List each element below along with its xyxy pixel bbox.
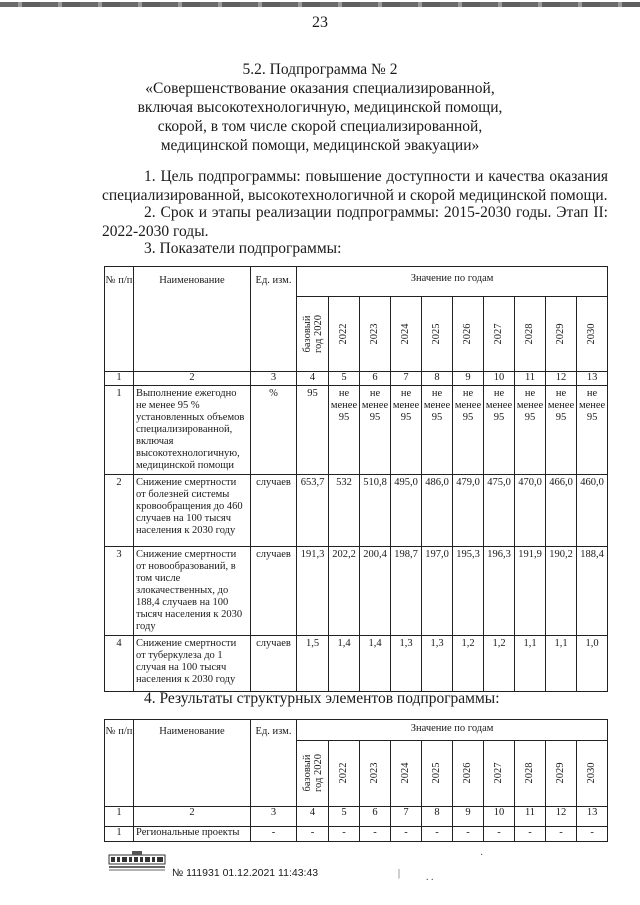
- row-value: 191,9: [515, 547, 546, 636]
- column-number: 10: [484, 807, 515, 827]
- year-header: [453, 297, 484, 372]
- heading-line-1: 5.2. Подпрограмма № 2: [242, 61, 398, 78]
- row-value: не менее 95: [422, 386, 453, 475]
- row-value: 532: [329, 475, 360, 547]
- row-value: 1,4: [360, 636, 391, 692]
- row-value: -: [577, 827, 608, 842]
- row-value: 1,2: [484, 636, 515, 692]
- year-label: 2024: [400, 762, 411, 784]
- heading-line-4: скорой, в том числе скорой специализированной,: [157, 118, 483, 135]
- column-number: 11: [515, 807, 546, 827]
- results-heading: 4. Результаты структурных элементов подпрограммы:: [144, 690, 500, 707]
- column-number: 7: [391, 372, 422, 386]
- year-header: [546, 740, 577, 806]
- year-label: 2030: [586, 323, 598, 345]
- row-value: не менее 95: [515, 386, 546, 475]
- year-label: 2029: [555, 762, 566, 784]
- col-num-header: № п/п: [105, 267, 134, 372]
- row-value: 196,3: [484, 547, 515, 636]
- row-name: Снижение смертности от болезней системы кровообращения до 460 случаев на 100 тысяч населения к 2030 году: [134, 475, 251, 547]
- year-header: [391, 740, 422, 806]
- year-header: [360, 297, 391, 372]
- row-value: 1,4: [329, 636, 360, 692]
- column-number: 5: [329, 807, 360, 827]
- row-value: -: [546, 827, 577, 842]
- row-value: 1,2: [453, 636, 484, 692]
- column-number: 2: [134, 807, 251, 827]
- row-value: 1,5: [297, 636, 329, 692]
- year-header: [422, 297, 453, 372]
- column-number: 3: [251, 807, 297, 827]
- column-number: 12: [546, 807, 577, 827]
- year-header-base: [297, 297, 329, 372]
- column-number: 2: [134, 372, 251, 386]
- row-value: -: [484, 827, 515, 842]
- table-row: [105, 547, 608, 636]
- column-number: 4: [297, 372, 329, 386]
- table-row: [105, 475, 608, 547]
- values-by-year-header: Значение по годам: [297, 720, 608, 741]
- document-id-footer: № 111931 01.12.2021 11:43:43: [172, 867, 319, 879]
- column-number: 1: [105, 807, 134, 827]
- row-value: -: [360, 827, 391, 842]
- row-value: 1,1: [546, 636, 577, 692]
- row-value: 479,0: [453, 475, 484, 547]
- table-row: [105, 386, 608, 475]
- scan-speck: . .: [426, 872, 434, 883]
- column-number: 4: [297, 807, 329, 827]
- scan-speck: |: [398, 868, 401, 879]
- row-number: 3: [105, 547, 134, 636]
- year-header: [329, 297, 360, 372]
- goal-paragraph: 1. Цель подпрограммы: повышение доступности и качества оказания специализированной, высокотехнологичной и скорой медицинской помощи.: [102, 168, 608, 204]
- year-label: 2027: [493, 762, 504, 784]
- row-name: Региональные проекты: [134, 827, 251, 842]
- year-label: 2025: [431, 323, 442, 345]
- row-value: 198,7: [391, 547, 422, 636]
- row-number: 4: [105, 636, 134, 692]
- column-number: 9: [453, 372, 484, 386]
- heading-line-5: медицинской помощи, медицинской эвакуации»: [160, 137, 480, 154]
- year-header: [360, 740, 391, 806]
- row-value: 466,0: [546, 475, 577, 547]
- scan-speck: ·: [480, 850, 484, 861]
- year-label: 2026: [462, 762, 473, 784]
- row-value: 200,4: [360, 547, 391, 636]
- row-value: не менее 95: [391, 386, 422, 475]
- column-number: 6: [360, 372, 391, 386]
- row-value: 486,0: [422, 475, 453, 547]
- year-header: [391, 297, 422, 372]
- section-heading: [100, 60, 540, 155]
- row-unit: случаев: [251, 636, 297, 692]
- row-value: 510,8: [360, 475, 391, 547]
- year-label: 2029: [555, 323, 566, 345]
- row-value: 1,3: [422, 636, 453, 692]
- column-number: 10: [484, 372, 515, 386]
- row-value: не менее 95: [329, 386, 360, 475]
- year-label: 2026: [462, 323, 473, 345]
- col-num-header: № п/п: [105, 720, 134, 807]
- year-label: 2030: [586, 762, 598, 784]
- year-label: 2028: [524, 762, 535, 784]
- row-value: -: [297, 827, 329, 842]
- row-number: 1: [105, 386, 134, 475]
- row-value: 202,2: [329, 547, 360, 636]
- row-unit: %: [251, 386, 297, 475]
- row-value: 653,7: [297, 475, 329, 547]
- row-value: 191,3: [297, 547, 329, 636]
- col-unit-header: Ед. изм.: [251, 720, 297, 807]
- column-number-row: [105, 807, 608, 827]
- row-value: 1,1: [515, 636, 546, 692]
- term-paragraph: 2. Срок и этапы реализации подпрограммы: 2015-2030 годы. Этап II: 2022-2030 годы.: [102, 204, 608, 240]
- base-year-line1: базовый: [301, 315, 313, 353]
- year-header: [577, 740, 608, 806]
- year-header: [515, 740, 546, 806]
- column-number: 8: [422, 372, 453, 386]
- year-label: 2025: [431, 762, 442, 784]
- base-year-line2: год 2020: [312, 754, 324, 793]
- row-unit: -: [251, 827, 297, 842]
- row-name: Снижение смертности от новообразований, в том числе злокачественных, до 188,4 случаев на 100 тысяч населения к 2030 году: [134, 547, 251, 636]
- year-header: [515, 297, 546, 372]
- year-header: [484, 297, 515, 372]
- row-value: 470,0: [515, 475, 546, 547]
- page-number: 23: [312, 14, 328, 31]
- col-name-header: Наименование: [134, 720, 251, 807]
- column-number: 13: [577, 372, 608, 386]
- column-number: 8: [422, 807, 453, 827]
- year-label: 2022: [338, 323, 349, 345]
- year-label: 2028: [524, 323, 535, 345]
- column-number: 11: [515, 372, 546, 386]
- row-value: -: [422, 827, 453, 842]
- base-year-line1: базовый: [301, 754, 313, 792]
- year-header: [329, 740, 360, 806]
- column-number-row: [105, 372, 608, 386]
- year-header: [422, 740, 453, 806]
- year-header: [546, 297, 577, 372]
- row-value: не менее 95: [360, 386, 391, 475]
- column-number: 12: [546, 372, 577, 386]
- year-header: [453, 740, 484, 806]
- base-year-line2: год 2020: [312, 315, 324, 354]
- column-number: 13: [577, 807, 608, 827]
- row-value: не менее 95: [453, 386, 484, 475]
- year-label: 2024: [400, 323, 411, 345]
- row-value: 190,2: [546, 547, 577, 636]
- year-header-base: [297, 740, 329, 806]
- row-value: -: [515, 827, 546, 842]
- row-value: -: [329, 827, 360, 842]
- heading-line-2: «Совершенствование оказания специализированной,: [145, 80, 495, 97]
- row-value: 1,0: [577, 636, 608, 692]
- indicators-heading: 3. Показатели подпрограммы:: [144, 240, 342, 257]
- row-name: Выполнение ежегодно не менее 95 % установленных объемов специализированной, включая высокотехнологичную, медицинской помощи: [134, 386, 251, 475]
- values-by-year-header: Значение по годам: [297, 267, 608, 297]
- heading-line-3: включая высокотехнологичную, медицинской помощи,: [137, 99, 503, 116]
- row-value: -: [391, 827, 422, 842]
- row-value: 1,3: [391, 636, 422, 692]
- row-value: -: [453, 827, 484, 842]
- row-value: не менее 95: [546, 386, 577, 475]
- row-value: 460,0: [577, 475, 608, 547]
- results-table: [104, 719, 608, 842]
- year-label: 2022: [338, 762, 349, 784]
- column-number: 9: [453, 807, 484, 827]
- indicators-table: [104, 266, 608, 692]
- column-number: 6: [360, 807, 391, 827]
- year-label: 2023: [369, 762, 380, 784]
- year-label: 2023: [369, 323, 380, 345]
- row-unit: случаев: [251, 475, 297, 547]
- scan-top-edge: [0, 2, 640, 7]
- column-number: 5: [329, 372, 360, 386]
- row-value: 495,0: [391, 475, 422, 547]
- year-header: [484, 740, 515, 806]
- row-value: 475,0: [484, 475, 515, 547]
- col-unit-header: Ед. изм.: [251, 267, 297, 372]
- row-value: 195,3: [453, 547, 484, 636]
- row-value: не менее 95: [484, 386, 515, 475]
- row-name: Снижение смертности от туберкулеза до 1 случая на 100 тысяч населения к 2030 году: [134, 636, 251, 692]
- row-value: 188,4: [577, 547, 608, 636]
- document-stamp-icon: [108, 851, 166, 871]
- row-value: 197,0: [422, 547, 453, 636]
- row-value: не менее 95: [577, 386, 608, 475]
- row-number: 1: [105, 827, 134, 842]
- column-number: 1: [105, 372, 134, 386]
- row-unit: случаев: [251, 547, 297, 636]
- row-value: 95: [297, 386, 329, 475]
- year-header: [577, 297, 608, 372]
- table-row: [105, 827, 608, 842]
- year-label: 2027: [493, 323, 504, 345]
- column-number: 3: [251, 372, 297, 386]
- row-number: 2: [105, 475, 134, 547]
- column-number: 7: [391, 807, 422, 827]
- col-name-header: Наименование: [134, 267, 251, 372]
- table-row: [105, 636, 608, 692]
